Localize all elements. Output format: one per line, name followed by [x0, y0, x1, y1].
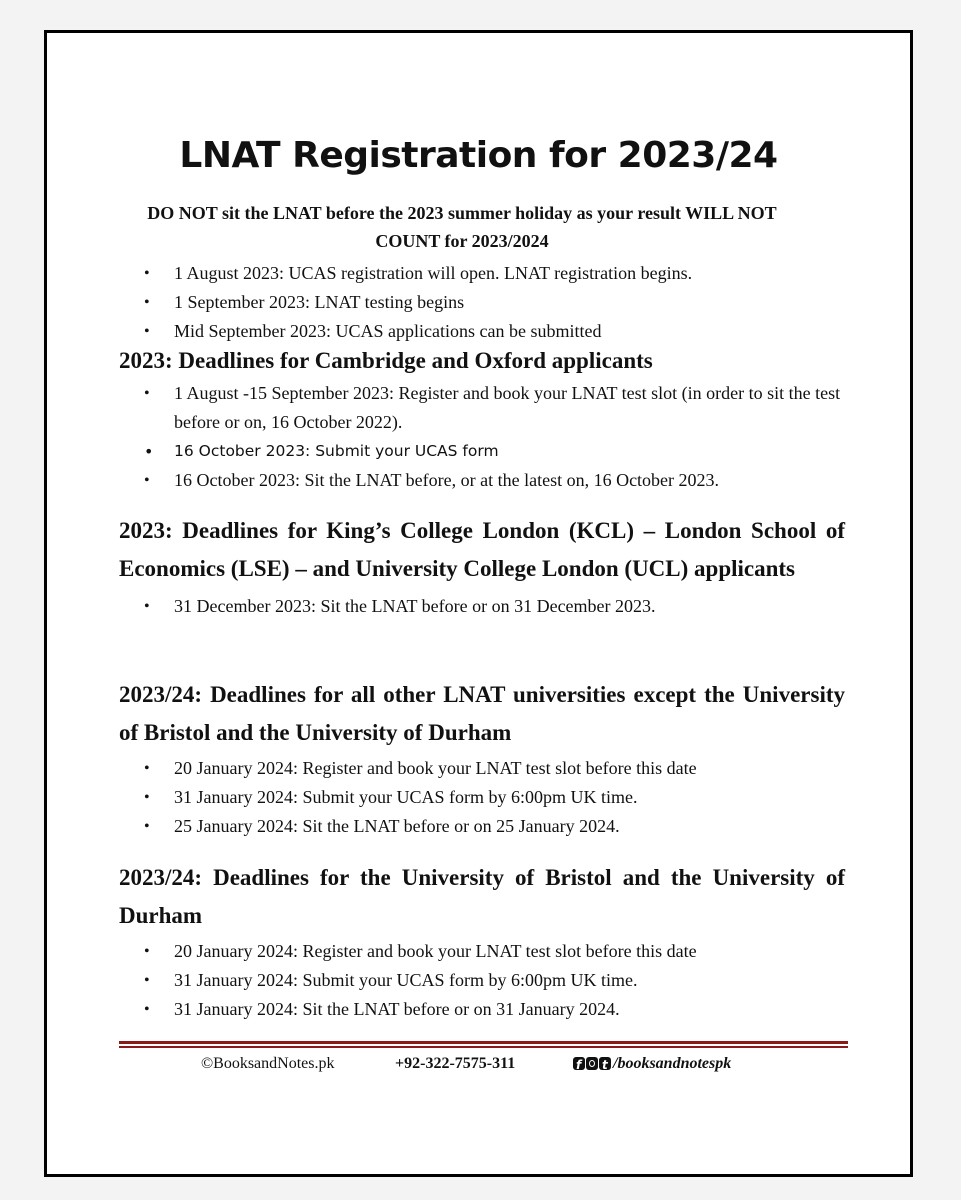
footer-social: [573, 1053, 731, 1077]
bullet-icon: •: [144, 1001, 150, 1018]
social-handle: /booksandnotespk: [613, 1055, 732, 1072]
section-heading: 2023: Deadlines for Cambridge and Oxford applicants: [119, 348, 653, 373]
list-item: • 31 January 2024: Submit your UCAS form by 6:00pm UK time.: [119, 783, 845, 812]
section-heading: 2023/24: Deadlines for all other LNAT universities except the University of Bristol and the University of Durham: [119, 682, 845, 745]
bullet-icon: •: [144, 972, 150, 989]
footer-divider: [119, 1041, 848, 1048]
section-heading: 2023/24: Deadlines for the University of Bristol and the University of Durham: [119, 865, 845, 928]
section-bristol-durham: [119, 859, 845, 1024]
list-item: • 16 October 2023: Submit your UCAS form: [119, 437, 845, 466]
section-other-universities: [119, 676, 845, 841]
instagram-icon: [586, 1057, 598, 1070]
list-item: • 31 December 2023: Sit the LNAT before or on 31 December 2023.: [119, 592, 845, 621]
list-item: • 31 January 2024: Sit the LNAT before or on 31 January 2024.: [119, 995, 845, 1024]
footer-phone: +92-322-7575-311: [395, 1055, 516, 1072]
intro-section: [119, 259, 845, 346]
section-cambridge-oxford: [119, 346, 845, 495]
footer-copyright: ©BooksandNotes.pk: [201, 1055, 335, 1072]
list-item: • 16 October 2023: Sit the LNAT before, or at the latest on, 16 October 2023.: [119, 466, 845, 495]
social-icons: [573, 1055, 612, 1077]
section-heading: 2023: Deadlines for King’s College London (KCL) – London School of Economics (LSE) – and University College London (UCL) applicants: [119, 518, 845, 581]
list-item: • 20 January 2024: Register and book your LNAT test slot before this date: [119, 937, 845, 966]
bullet-icon: •: [144, 323, 150, 340]
page-title: LNAT Registration for 2023/24: [179, 135, 778, 176]
bullet-icon: •: [144, 385, 150, 402]
list-item: • 1 August 2023: UCAS registration will open. LNAT registration begins.: [119, 259, 845, 288]
section-list: [119, 754, 845, 841]
list-item: • 20 January 2024: Register and book your LNAT test slot before this date: [119, 754, 845, 783]
bullet-icon: •: [144, 943, 150, 960]
warning-notice: DO NOT sit the LNAT before the 2023 summer holiday as your result WILL NOT COUNT for 2023/2024: [147, 203, 777, 251]
bullet-icon: •: [144, 442, 154, 461]
section-list: [119, 592, 845, 621]
section-list: [119, 379, 845, 495]
section-list: [119, 937, 845, 1024]
bullet-icon: •: [144, 818, 150, 835]
list-item: • Mid September 2023: UCAS applications can be submitted: [119, 317, 845, 346]
facebook-icon: [573, 1057, 585, 1070]
bullet-icon: •: [144, 760, 150, 777]
bullet-icon: •: [144, 789, 150, 806]
section-kcl-lse-ucl: [119, 512, 845, 621]
bullet-icon: •: [144, 265, 150, 282]
bullet-icon: •: [144, 294, 150, 311]
list-item: • 1 September 2023: LNAT testing begins: [119, 288, 845, 317]
intro-list: [119, 259, 845, 346]
bullet-icon: •: [144, 472, 150, 489]
bullet-icon: •: [144, 598, 150, 615]
list-item: • 1 August -15 September 2023: Register and book your LNAT test slot (in order to sit the test before or on, 16 October 2022).: [119, 379, 845, 437]
list-item: • 25 January 2024: Sit the LNAT before or on 25 January 2024.: [119, 812, 845, 841]
twitter-icon: [599, 1057, 611, 1070]
document-frame: [44, 30, 913, 1177]
list-item: • 31 January 2024: Submit your UCAS form by 6:00pm UK time.: [119, 966, 845, 995]
